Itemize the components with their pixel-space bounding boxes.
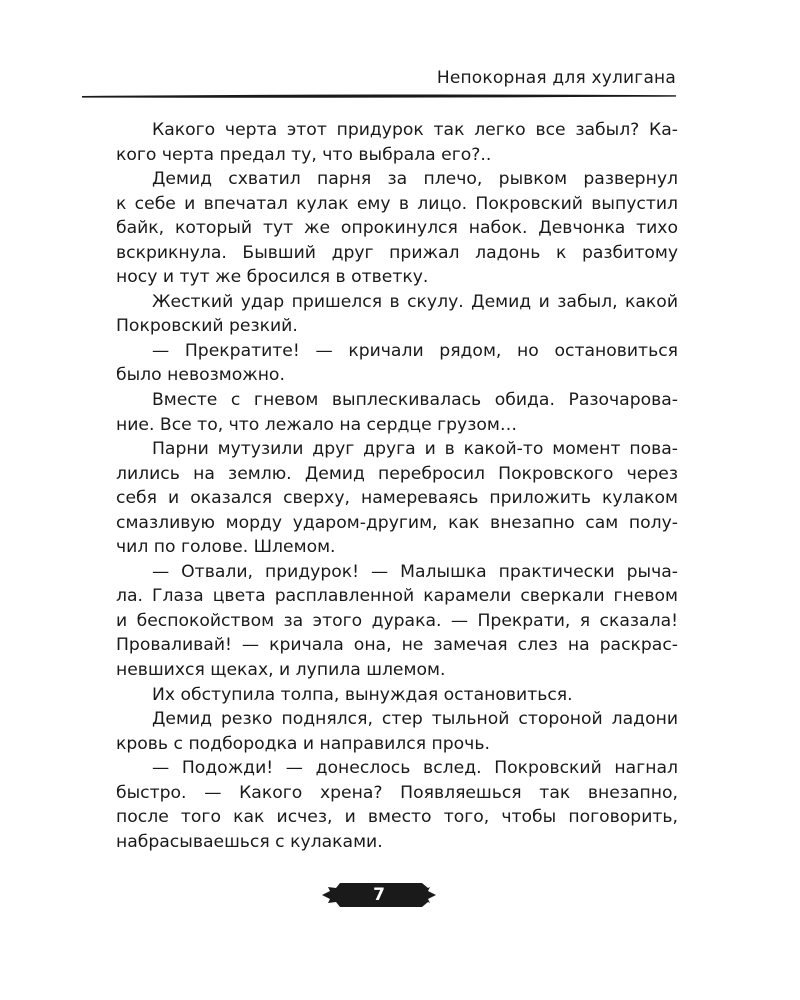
text-line: Парни мутузили друг друга и в какой-то момент пова-	[152, 439, 678, 460]
text-line: Вместе с гневом выплескивалась обида. Разочарова-	[152, 390, 678, 411]
text-line: невшихся щеках, и лупила шлемом.	[116, 660, 446, 681]
text-line: смазливую морду ударом-другим, как внезапно сам полу-	[116, 512, 678, 533]
text-line: набрасываешься с кулаками.	[116, 831, 383, 852]
text-line: ние. Все то, что лежало на сердце грузом…	[116, 414, 518, 435]
running-head: Непокорная для хулигана	[436, 68, 676, 88]
header-rule	[82, 92, 676, 100]
text-line: Проваливай! — кричала она, не замечая слез на раскрас-	[116, 635, 678, 656]
text-line: Покровский резкий.	[116, 316, 298, 337]
text-line: носу и тут же бросился в ответку.	[116, 267, 429, 288]
text-line: после того как исчез, и вместо того, чтобы поговорить,	[116, 807, 678, 828]
text-line: Какого черта этот придурок так легко все забыл? Ка-	[152, 120, 678, 140]
text-line: Жесткий удар пришелся в скулу. Демид и забыл, какой	[152, 291, 678, 312]
text-line: Демид резко поднялся, стер тыльной стороной ладони	[152, 709, 678, 730]
text-line: вскрикнула. Бывший друг прижал ладонь к разбитому	[116, 242, 678, 263]
text-line: и беспокойством за этого дурака. — Прекрати, я сказала!	[116, 610, 678, 631]
page-number-badge	[322, 880, 436, 910]
text-line: Их обступила толпа, вынуждая остановиться.	[152, 684, 573, 705]
text-line: Демид схватил парня за плечо, рывком развернул	[152, 169, 678, 190]
text-line: — Прекратите! — кричали рядом, но остановиться	[152, 340, 678, 361]
text-line: себя и оказался сверху, намереваясь приложить кулаком	[116, 488, 678, 509]
text-line: к себе и впечатал кулак ему в лицо. Покровский выпустил	[116, 193, 678, 214]
text-line: было невозможно.	[116, 365, 285, 386]
text-line: — Подожди! — донеслось вслед. Покровский нагнал	[152, 758, 678, 779]
text-line: быстро. — Какого хрена? Появляешься так внезапно,	[116, 782, 678, 803]
text-line: кого черта предал ту, что выбрала его?..	[116, 144, 492, 165]
page-number: 7	[373, 885, 385, 905]
text-line: байк, который тут же опрокинулся набок. Девчонка тихо	[116, 218, 678, 239]
text-line: лились на землю. Демид перебросил Покровского через	[116, 463, 678, 484]
text-line: кровь с подбородка и направился прочь.	[116, 733, 490, 754]
text-line: чил по голове. Шлемом.	[116, 537, 336, 558]
body-text	[116, 118, 678, 854]
text-line: ла. Глаза цвета расплавленной карамели сверкали гневом	[116, 586, 678, 607]
text-line: — Отвали, придурок! — Малышка практически рыча-	[152, 561, 678, 582]
